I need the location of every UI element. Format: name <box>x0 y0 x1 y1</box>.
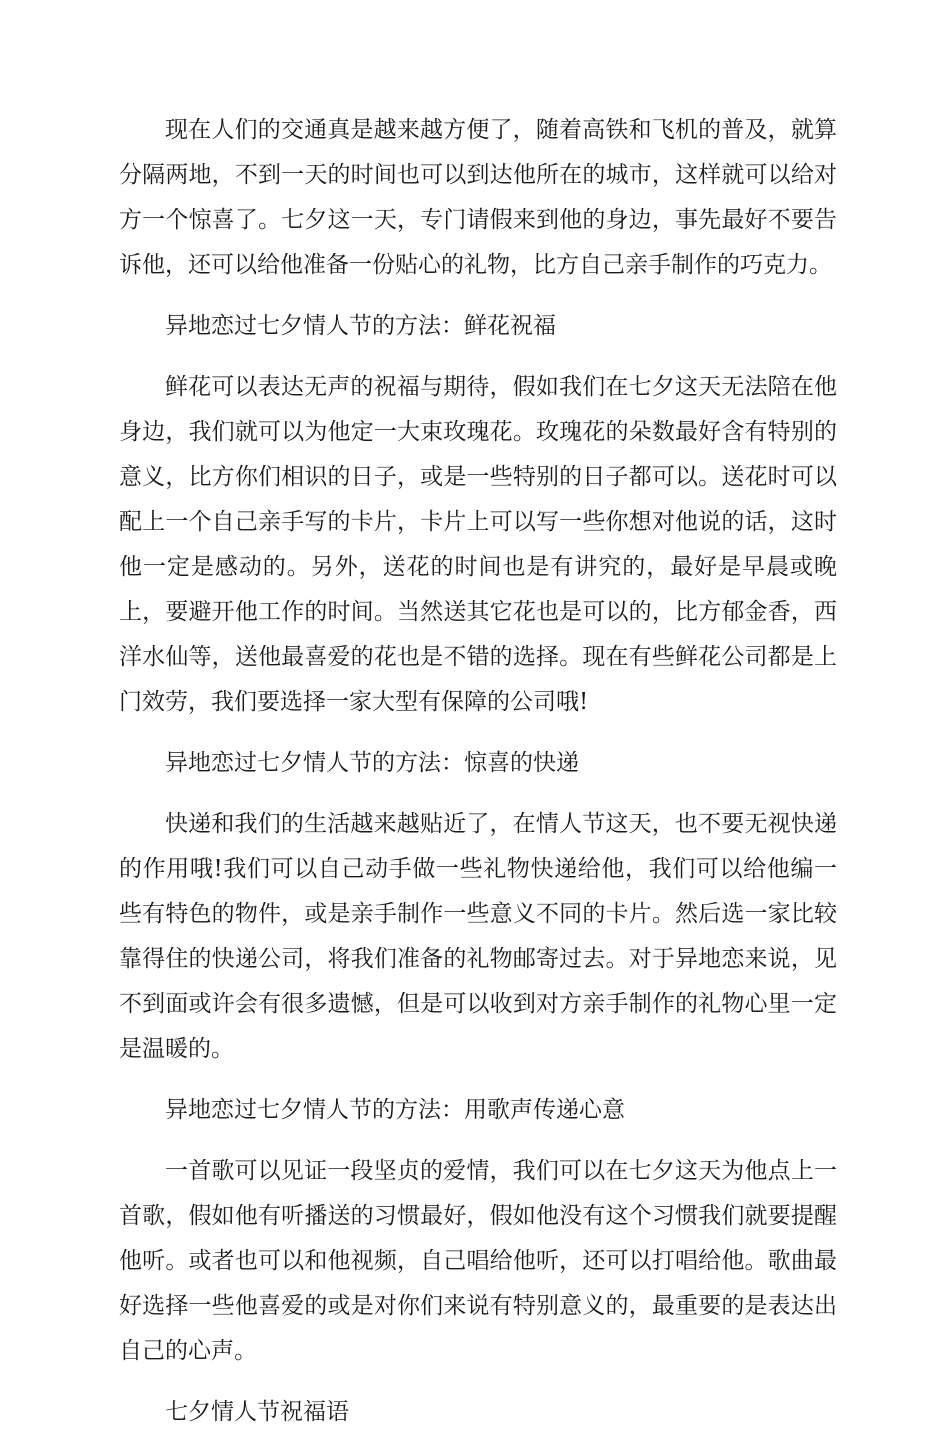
paragraph-song-message: 一首歌可以见证一段坚贞的爱情，我们可以在七夕这天为他点上一首歌，假如他有听播送的习惯最好，假如他没有这个习惯我们就要提醒他听。或者也可以和他视频，自己唱给他听，还可以打唱给他。歌曲最好选择一些他喜爱的或是对你们来说有特别意义的，最重要的是表达出自己的心声。 <box>119 1158 837 1364</box>
paragraph-flower-blessing: 鲜花可以表达无声的祝福与期待，假如我们在七夕这天无法陪在他身边，我们就可以为他定一大束玫瑰花。玫瑰花的朵数最好含有特别的意义，比方你们相识的日子，或是一些特别的日子都可以。送花时可以配上一个自己亲手写的卡片，卡片上可以写一些你想对他说的话，这时他一定是感动的。另外，送花的时间也是有讲究的，最好是早晨或晚上，要避开他工作的时间。当然送其它花也是可以的，比方郁金香，西洋水仙等，送他最喜爱的花也是不错的选择。现在有些鲜花公司都是上门效劳，我们要选择一家大型有保障的公司哦! <box>119 374 837 715</box>
paragraph-surprise-express: 快递和我们的生活越来越贴近了，在情人节这天，也不要无视快递的作用哦!我们可以自己动手做一些礼物快递给他，我们可以给他编一些有特色的物件，或是亲手制作一些意义不同的卡片。然后选一家比较靠得住的快递公司，将我们准备的礼物邮寄过去。对于异地恋来说，见不到面或许会有很多遗憾，但是可以收到对方亲手制作的礼物心里一定是温暖的。 <box>119 811 837 1062</box>
paragraph-transport-surprise: 现在人们的交通真是越来越方便了，随着高铁和飞机的普及，就算分隔两地，不到一天的时间也可以到达他所在的城市，这样就可以给对方一个惊喜了。七夕这一天，专门请假来到他的身边，事先最好不要告诉他，还可以给他准备一份贴心的礼物，比方自己亲手制作的巧克力。 <box>119 117 837 278</box>
heading-flower-blessing: 异地恋过七夕情人节的方法：鲜花祝福 <box>165 313 556 339</box>
document-page <box>119 108 837 1451</box>
heading-qixi-wishes: 七夕情人节祝福语 <box>165 1399 349 1425</box>
heading-surprise-express: 异地恋过七夕情人节的方法：惊喜的快递 <box>165 750 579 776</box>
heading-song-message: 异地恋过七夕情人节的方法：用歌声传递心意 <box>165 1097 625 1123</box>
